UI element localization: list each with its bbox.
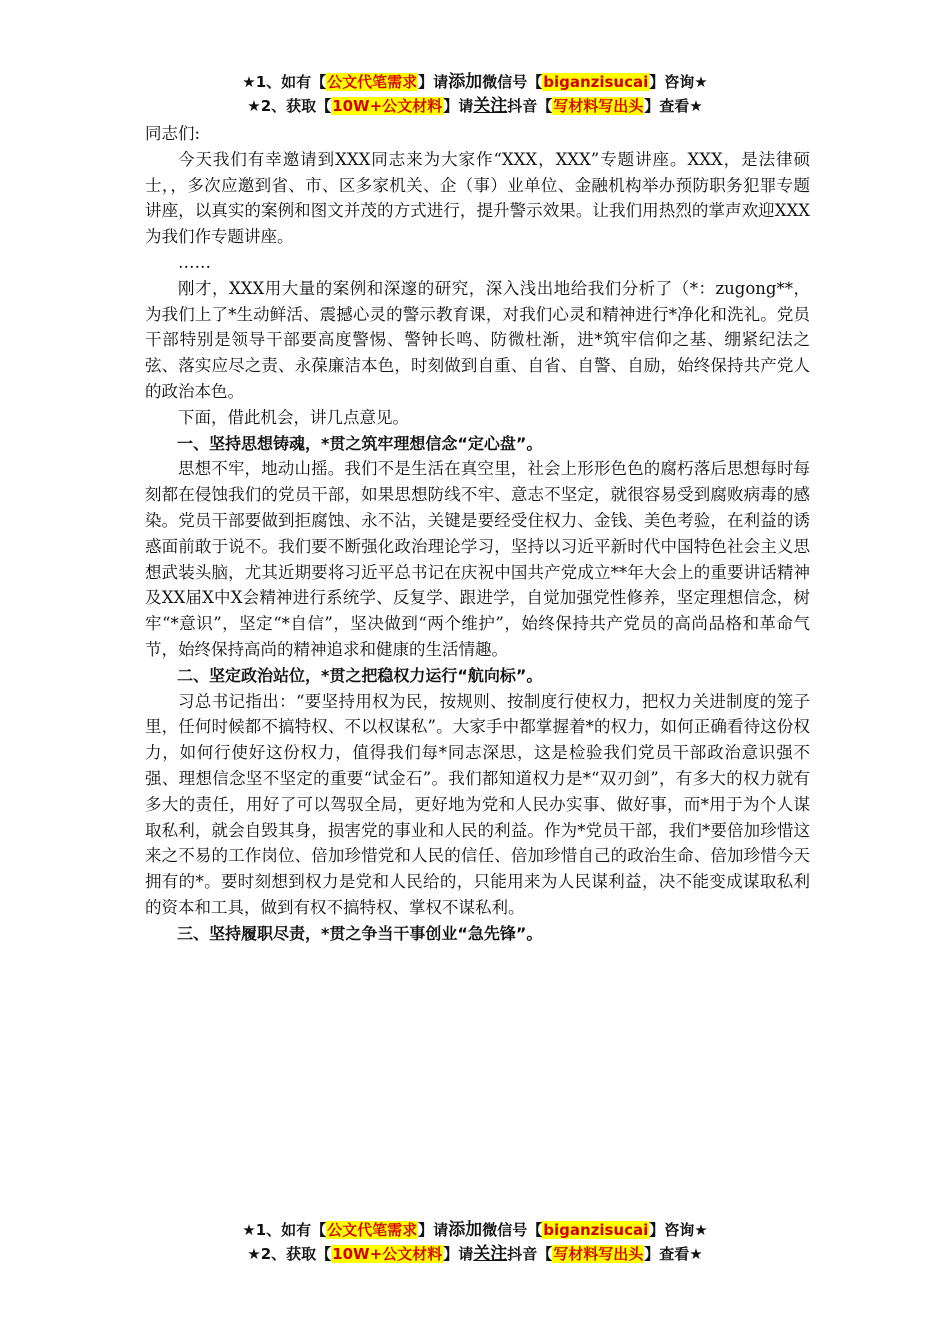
banner-highlight: 写材料写出头	[553, 97, 644, 115]
paragraph: 刚才，XXX用大量的案例和深邃的研究，深入浅出地给我们分析了（*：zugong**，为我们上了*生动鲜活、震撼心灵的警示教育课，对我们心灵和精神进行*净化和洗礼。党员干部特别是领导干部要高度警惕、警钟长鸣、防微杜渐，进*筑牢信仰之基、绷紧纪法之弦、落实应尽之责、永葆廉洁本色，时刻做到自重、自省、自警、自励，始终保持共产党人的政治本色。	[145, 278, 810, 401]
banner-text: 】请	[418, 1221, 449, 1239]
banner-line-1	[0, 70, 950, 94]
banner-text: 】请	[443, 97, 474, 115]
banner-text: 抖音【	[507, 97, 553, 115]
banner-highlight: 公文代笔需求	[327, 1221, 418, 1239]
banner-emphasis: 关注	[473, 96, 508, 116]
banner-text: 抖音【	[507, 1245, 553, 1263]
header-banner	[0, 70, 950, 118]
banner-text: 】查看★	[644, 97, 703, 115]
banner-line-2	[0, 94, 950, 118]
banner-text: 】请	[418, 73, 449, 91]
section-heading: 一、坚持思想铸魂，*贯之筑牢理想信念“定心盘”。	[177, 433, 543, 453]
paragraph: 习总书记指出：“要坚持用权为民，按规则、按制度行使权力，把权力关进制度的笼子里，任何时候都不搞特权、不以权谋私”。大家手中都掌握着*的权力，如何正确看待这份权力，如何行使好这份权力，值得我们每*同志深思，这是检验我们党员干部政治意识强不强、理想信念坚不坚定的重要“试金石”。我们都知道权力是*“双刃剑”，有多大的权力就有多大的责任，用好了可以驾驭全局，更好地为党和人民办实事、做好事，而*用于为个人谋取私利，就会自毁其身，损害党的事业和人民的利益。作为*党员干部，我们*要倍加珍惜这来之不易的工作岗位、倍加珍惜党和人民的信任、倍加珍惜自己的政治生命、倍加珍惜今天拥有的*。要时刻想到权力是党和人民给的，只能用来为人民谋利益，决不能变成谋取私利的资本和工具，做到有权不搞特权、掌权不谋私利。	[145, 691, 810, 917]
banner-text: 微信号【	[482, 1221, 543, 1239]
banner-highlight: 10W+公文材料	[332, 97, 443, 115]
banner-text: 】咨询★	[649, 73, 708, 91]
paragraph: ……	[178, 252, 211, 272]
banner-highlight: biganzisucai	[543, 1221, 649, 1239]
banner-line-1	[0, 1218, 950, 1242]
banner-emphasis: 关注	[473, 1244, 508, 1264]
banner-text: ★2、获取【	[247, 1245, 332, 1263]
paragraph: 今天我们有幸邀请到XXX同志来为大家作“XXX，XXX”专题讲座。XXX，是法律硕士，，多次应邀到省、市、区多家机关、企（事）业单位、金融机构举办预防职务犯罪专题讲座，以真实的案例和图文并茂的方式进行，提升警示效果。让我们用热烈的掌声欢迎XXX为我们作专题讲座。	[145, 149, 810, 247]
banner-highlight: 写材料写出头	[553, 1245, 644, 1263]
banner-highlight: 公文代笔需求	[327, 73, 418, 91]
banner-text: 】查看★	[644, 1245, 703, 1263]
banner-text: 】请	[443, 1245, 474, 1263]
footer-banner	[0, 1218, 950, 1266]
banner-emphasis: 添加	[448, 72, 483, 92]
section-heading: 二、坚定政治站位，*贯之把稳权力运行“航向标”。	[177, 665, 543, 685]
banner-text: ★1、如有【	[242, 1221, 327, 1239]
banner-emphasis: 添加	[448, 1220, 483, 1240]
section-heading: 三、坚持履职尽责，*贯之争当干事创业“急先锋”。	[177, 923, 543, 943]
banner-highlight: biganzisucai	[543, 73, 649, 91]
banner-text: ★2、获取【	[247, 97, 332, 115]
paragraph: 下面，借此机会，讲几点意见。	[178, 407, 409, 427]
salutation: 同志们:	[145, 124, 201, 143]
banner-highlight: 10W+公文材料	[332, 1245, 443, 1263]
banner-text: 微信号【	[482, 73, 543, 91]
banner-line-2	[0, 1242, 950, 1266]
paragraph: 思想不牢，地动山摇。我们不是生活在真空里，社会上形形色色的腐朽落后思想每时每刻都在侵蚀我们的党员干部，如果思想防线不牢、意志不坚定，就很容易受到腐败病毒的感染。党员干部要做到拒腐蚀、永不沾，关键是要经受住权力、金钱、美色考验，在利益的诱惑面前敢于说不。我们要不断强化政治理论学习，坚持以习近平新时代中国特色社会主义思想武装头脑，尤其近期要将习近平总书记在庆祝中国共产党成立**年大会上的重要讲话精神及XX届X中X会精神进行系统学、反复学、跟进学，自觉加强党性修养，坚定理想信念，树牢“*意识”，坚定“*自信”，坚决做到“两个维护”，始终保持共产党员的高尚品格和革命气节，始终保持高尚的精神追求和健康的生活情趣。	[145, 459, 810, 659]
banner-text: 】咨询★	[649, 1221, 708, 1239]
banner-text: ★1、如有【	[242, 73, 327, 91]
document-body	[145, 121, 810, 947]
